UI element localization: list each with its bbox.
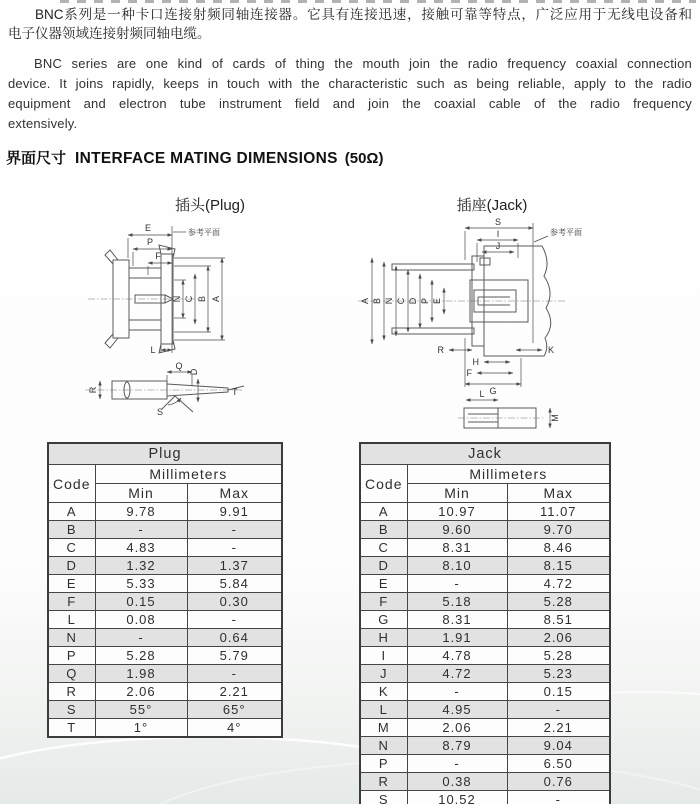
plug-dim-label-d: D bbox=[189, 368, 199, 376]
cell-max: - bbox=[507, 791, 610, 804]
table-row bbox=[48, 503, 282, 521]
plug-dim-label-t: T bbox=[232, 387, 238, 397]
cell-min: 5.33 bbox=[95, 575, 187, 593]
plug-dim-label-a: A bbox=[211, 295, 221, 303]
section-title-note: (50Ω) bbox=[344, 150, 384, 167]
table-row bbox=[48, 593, 282, 611]
table-row bbox=[360, 701, 610, 719]
cell-min: 1.98 bbox=[95, 665, 187, 683]
cell-code: J bbox=[360, 665, 407, 683]
plug-dim-label-e: E bbox=[144, 223, 152, 233]
cropped-text-artifact bbox=[60, 0, 696, 3]
table-row bbox=[48, 521, 282, 539]
table-row bbox=[48, 647, 282, 665]
cell-code: E bbox=[48, 575, 95, 593]
cell-max: 5.79 bbox=[187, 647, 282, 665]
cell-min: 9.60 bbox=[407, 521, 507, 539]
cell-max: 2.06 bbox=[507, 629, 610, 647]
cell-min: 1.32 bbox=[95, 557, 187, 575]
plug-dim-label-l: L bbox=[150, 345, 156, 355]
cell-max: 5.23 bbox=[507, 665, 610, 683]
cell-min: 2.06 bbox=[407, 719, 507, 737]
jack-dim-label-f: F bbox=[466, 368, 472, 378]
table-row bbox=[360, 665, 610, 683]
table-row bbox=[48, 539, 282, 557]
jack-dim-label-p: P bbox=[420, 297, 430, 305]
plug-min-header: Min bbox=[95, 484, 187, 503]
jack-dim-label-l: L bbox=[479, 389, 485, 399]
jack-technical-drawing bbox=[352, 218, 652, 438]
cell-min: 5.18 bbox=[407, 593, 507, 611]
cell-max: 5.28 bbox=[507, 593, 610, 611]
cell-code: N bbox=[48, 629, 95, 647]
plug-dim-label-r: R bbox=[88, 386, 98, 394]
cell-max: 0.64 bbox=[187, 629, 282, 647]
cell-max: 6.50 bbox=[507, 755, 610, 773]
plug-table-title: Plug bbox=[48, 443, 282, 465]
table-row bbox=[48, 665, 282, 683]
jack-code-header: Code bbox=[360, 465, 407, 503]
cell-min: 10.97 bbox=[407, 503, 507, 521]
cell-max: 8.15 bbox=[507, 557, 610, 575]
cell-code: R bbox=[360, 773, 407, 791]
cell-min: 8.79 bbox=[407, 737, 507, 755]
jack-dim-label-r: R bbox=[437, 345, 444, 355]
cell-code: B bbox=[360, 521, 407, 539]
jack-dim-label-m: M bbox=[550, 414, 560, 422]
plug-caption: 插头(Plug) bbox=[174, 197, 245, 214]
jack-unit-header: Millimeters bbox=[407, 465, 610, 484]
jack-dim-label-c: C bbox=[396, 297, 406, 305]
cell-max: 4° bbox=[187, 719, 282, 738]
jack-dim-lines-top bbox=[465, 228, 548, 262]
table-row bbox=[360, 557, 610, 575]
cell-code: F bbox=[360, 593, 407, 611]
cell-min: 1° bbox=[95, 719, 187, 738]
plug-technical-drawing bbox=[80, 218, 350, 436]
table-row bbox=[48, 575, 282, 593]
cell-code: D bbox=[360, 557, 407, 575]
cell-code: M bbox=[360, 719, 407, 737]
plug-dim-label-c: C bbox=[184, 295, 194, 303]
cell-code: I bbox=[360, 647, 407, 665]
cell-code: D bbox=[48, 557, 95, 575]
table-row bbox=[360, 791, 610, 804]
intro-en-line: device. It joins rapidly, keeps in touch with the characteristic such as being reliable, apply to the radio bbox=[8, 76, 692, 91]
cell-max: 4.72 bbox=[507, 575, 610, 593]
cell-code: L bbox=[360, 701, 407, 719]
cell-min: 4.78 bbox=[407, 647, 507, 665]
cell-max: 65° bbox=[187, 701, 282, 719]
table-row bbox=[360, 539, 610, 557]
table-row bbox=[48, 629, 282, 647]
intro-en-line: extensively. bbox=[8, 116, 78, 131]
cell-max: 9.70 bbox=[507, 521, 610, 539]
cell-code: B bbox=[48, 521, 95, 539]
cell-code: A bbox=[48, 503, 95, 521]
cell-max: 0.76 bbox=[507, 773, 610, 791]
cell-max: 8.46 bbox=[507, 539, 610, 557]
cell-code: H bbox=[360, 629, 407, 647]
jack-dim-label-d: D bbox=[408, 297, 418, 305]
cell-min: - bbox=[407, 683, 507, 701]
cell-code: P bbox=[360, 755, 407, 773]
table-row bbox=[48, 701, 282, 719]
jack-dim-label-j: J bbox=[495, 241, 501, 251]
plug-max-header: Max bbox=[187, 484, 282, 503]
table-row bbox=[48, 683, 282, 701]
table-row bbox=[360, 773, 610, 791]
table-row bbox=[360, 503, 610, 521]
intro-en-paragraph bbox=[8, 54, 692, 134]
cell-min: 4.72 bbox=[407, 665, 507, 683]
jack-dim-label-e: E bbox=[432, 297, 442, 305]
plug-pin-detail bbox=[85, 372, 244, 412]
table-row bbox=[48, 557, 282, 575]
cell-min: 4.83 bbox=[95, 539, 187, 557]
jack-reference-plane-label: 参考平面 bbox=[550, 228, 582, 237]
cell-min: - bbox=[95, 521, 187, 539]
table-row bbox=[360, 683, 610, 701]
cell-min: 10.52 bbox=[407, 791, 507, 804]
plug-dim-label-n: N bbox=[172, 295, 182, 303]
cell-code: A bbox=[360, 503, 407, 521]
plug-dim-label-q: Q bbox=[175, 361, 183, 371]
cell-code: F bbox=[48, 593, 95, 611]
plug-table-body bbox=[48, 503, 282, 738]
cell-code: L bbox=[48, 611, 95, 629]
jack-table-body bbox=[360, 503, 610, 804]
cell-min: 4.95 bbox=[407, 701, 507, 719]
jack-dim-label-a: A bbox=[360, 297, 370, 305]
cell-max: 9.04 bbox=[507, 737, 610, 755]
cell-min: - bbox=[407, 755, 507, 773]
section-title-en: INTERFACE MATING DIMENSIONS bbox=[75, 150, 338, 167]
jack-dim-label-n: N bbox=[384, 297, 394, 305]
plug-code-header: Code bbox=[48, 465, 95, 503]
cell-min: 0.38 bbox=[407, 773, 507, 791]
table-row bbox=[48, 611, 282, 629]
jack-dim-lines-bottom bbox=[449, 338, 542, 387]
table-row bbox=[360, 593, 610, 611]
intro-zh-line: BNC系列是一种卡口连接射频同轴连接器。它具有连接迅速，接触可靠等特点，广泛应用于无线电设备和 bbox=[35, 7, 692, 22]
cell-code: N bbox=[360, 737, 407, 755]
cell-max: 5.84 bbox=[187, 575, 282, 593]
cell-max: - bbox=[187, 521, 282, 539]
plug-dimension-table bbox=[47, 442, 283, 738]
table-row bbox=[360, 629, 610, 647]
cell-max: - bbox=[187, 665, 282, 683]
table-row bbox=[360, 755, 610, 773]
plug-dim-label-p: P bbox=[146, 237, 154, 247]
plug-reference-plane-label: 参考平面 bbox=[188, 228, 220, 237]
section-title-zh: 界面尺寸 bbox=[6, 150, 67, 167]
cell-max: 8.51 bbox=[507, 611, 610, 629]
cell-min: 2.06 bbox=[95, 683, 187, 701]
cell-code: S bbox=[360, 791, 407, 804]
cell-min: 8.10 bbox=[407, 557, 507, 575]
cell-max: 0.15 bbox=[507, 683, 610, 701]
cell-code: R bbox=[48, 683, 95, 701]
cell-max: 2.21 bbox=[187, 683, 282, 701]
cell-code: G bbox=[360, 611, 407, 629]
cell-code: P bbox=[48, 647, 95, 665]
cell-min: - bbox=[407, 575, 507, 593]
jack-caption: 插座(Jack) bbox=[456, 197, 528, 214]
table-row bbox=[360, 647, 610, 665]
jack-dim-label-k: K bbox=[548, 345, 555, 355]
cell-max: 0.30 bbox=[187, 593, 282, 611]
plug-unit-header: Millimeters bbox=[95, 465, 282, 484]
jack-dim-label-i: I bbox=[496, 229, 500, 239]
cell-code: Q bbox=[48, 665, 95, 683]
jack-min-header: Min bbox=[407, 484, 507, 503]
cell-min: 8.31 bbox=[407, 611, 507, 629]
jack-max-header: Max bbox=[507, 484, 610, 503]
cell-max: - bbox=[187, 539, 282, 557]
cell-min: 5.28 bbox=[95, 647, 187, 665]
section-heading bbox=[6, 147, 383, 168]
table-row bbox=[360, 719, 610, 737]
cell-min: 9.78 bbox=[95, 503, 187, 521]
jack-dim-label-b: B bbox=[372, 297, 382, 305]
cell-code: S bbox=[48, 701, 95, 719]
cell-code: C bbox=[48, 539, 95, 557]
table-row bbox=[360, 737, 610, 755]
cell-min: 8.31 bbox=[407, 539, 507, 557]
jack-dim-label-s: S bbox=[494, 218, 502, 227]
intro-zh-line: 电子仪器领域连接射频同轴电缆。 bbox=[8, 26, 211, 41]
jack-table-title: Jack bbox=[360, 443, 610, 465]
cell-min: - bbox=[95, 629, 187, 647]
cell-code: E bbox=[360, 575, 407, 593]
intro-en-line: BNC series are one kind of cards of thing the mouth join the radio frequency coaxial connection bbox=[34, 56, 692, 71]
plug-dim-label-f: F bbox=[155, 251, 161, 261]
plug-dim-label-s: S bbox=[156, 407, 164, 417]
plug-dim-label-b: B bbox=[197, 295, 207, 303]
cell-max: 1.37 bbox=[187, 557, 282, 575]
cell-code: K bbox=[360, 683, 407, 701]
jack-dimension-table bbox=[359, 442, 611, 804]
table-row bbox=[360, 521, 610, 539]
cell-max: - bbox=[187, 611, 282, 629]
cell-min: 55° bbox=[95, 701, 187, 719]
cell-max: - bbox=[507, 701, 610, 719]
jack-dim-label-g: G bbox=[489, 386, 497, 396]
jack-bushing-detail bbox=[458, 400, 550, 428]
cell-code: T bbox=[48, 719, 95, 738]
cell-min: 1.91 bbox=[407, 629, 507, 647]
cell-max: 5.28 bbox=[507, 647, 610, 665]
intro-block bbox=[8, 5, 692, 134]
table-row bbox=[360, 575, 610, 593]
table-row bbox=[48, 719, 282, 738]
cell-max: 11.07 bbox=[507, 503, 610, 521]
cell-max: 2.21 bbox=[507, 719, 610, 737]
cell-max: 9.91 bbox=[187, 503, 282, 521]
jack-dim-label-h: H bbox=[472, 357, 479, 367]
table-row bbox=[360, 611, 610, 629]
intro-en-line: equipment and electron tube instrument field and join the coaxial cable of the radio frequency bbox=[8, 96, 692, 111]
cell-min: 0.15 bbox=[95, 593, 187, 611]
cell-min: 0.08 bbox=[95, 611, 187, 629]
cell-code: C bbox=[360, 539, 407, 557]
